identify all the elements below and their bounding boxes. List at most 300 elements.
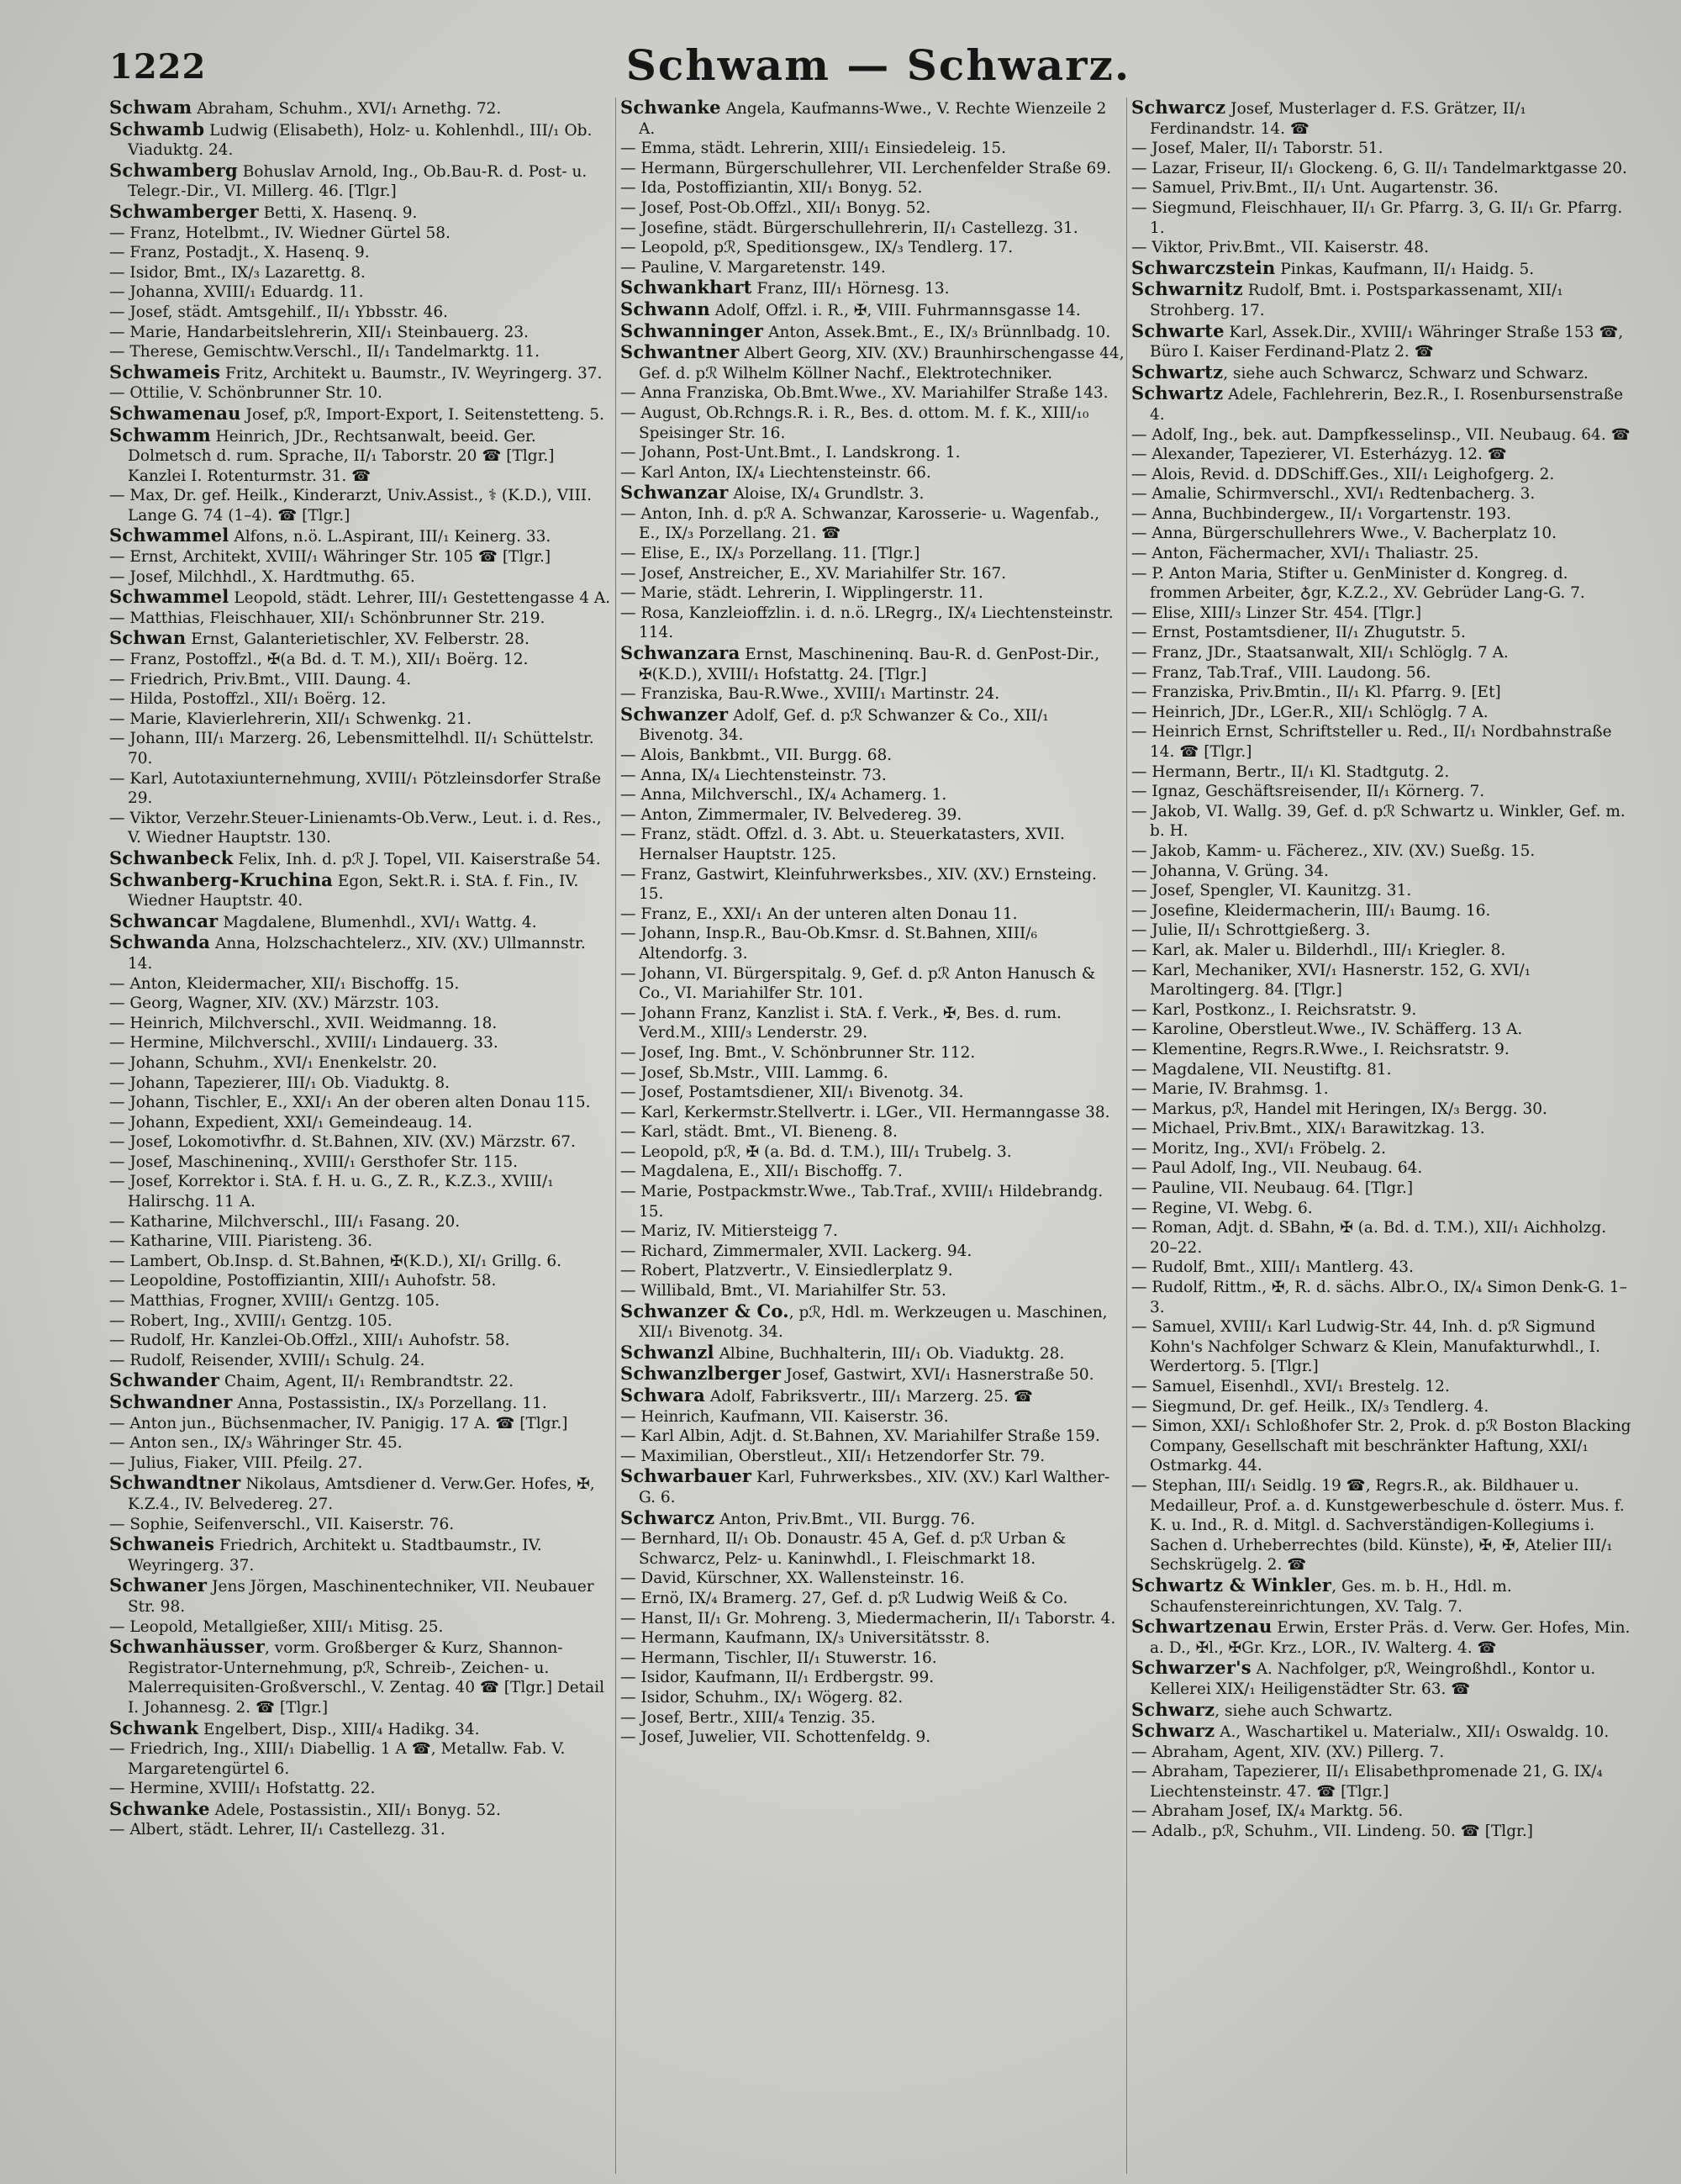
directory-entry: [1131, 901, 1636, 921]
directory-entry: [109, 1473, 614, 1514]
entry-details: — Josef, Maschineninq., XVIII/₁ Gersthofer Str. 115.: [109, 1153, 519, 1171]
directory-entry: [109, 1113, 614, 1133]
entry-details: Leopold, städt. Lehrer, III/₁ Gestettengasse 4 A.: [229, 589, 611, 608]
directory-entry: [620, 1063, 1125, 1084]
entry-details: — Mariz, IV. Mitiersteigg 7.: [620, 1222, 838, 1241]
entry-details: — Hilda, Postoffzl., XII/₁ Boërg. 12.: [109, 690, 387, 709]
entry-details: — Anton jun., Büchsenmacher, IV. Panigig. 17 A. ☎ [Tlgr.]: [109, 1414, 568, 1432]
entry-details: Adolf, Fabriksvertr., III/₁ Marzerg. 25. ☎: [704, 1388, 1033, 1406]
entry-details: Josef, Musterlager d. F.S. Grätzer, II/₁ Ferdinandstr. 14. ☎: [1150, 100, 1526, 138]
entry-details: — Siegmund, Dr. gef. Heilk., IX/₃ Tendlerg. 4.: [1131, 1397, 1489, 1416]
entry-details: Angela, Kaufmanns-Wwe., V. Rechte Wienzeile 2 A.: [639, 100, 1107, 138]
entry-details: — Marie, städt. Lehrerin, I. Wipplingerstr. 11.: [620, 584, 983, 603]
directory-entry: [620, 643, 1125, 684]
entry-details: — Rudolf, Rittm., ✠, R. d. sächs. Albr.O., IX/₄ Simon Denk-G. 1–3.: [1131, 1279, 1627, 1316]
entry-surname: Schwarz: [1131, 1720, 1215, 1742]
directory-entry: [620, 1182, 1125, 1221]
entry-details: — Pauline, V. Margaretenstr. 149.: [620, 258, 886, 277]
name-range-title: Schwam — Schwarz.: [625, 40, 1131, 90]
directory-entry: [620, 1343, 1125, 1364]
entry-details: — Roman, Adjt. d. SBahn, ✠ (a. Bd. d. T.M.), XII/₁ Aichholzg. 20–22.: [1131, 1219, 1607, 1257]
entry-details: — Josef, Postamtsdiener, XII/₁ Bivenotg. 34.: [620, 1084, 964, 1102]
directory-entry: [1131, 1060, 1636, 1080]
entry-details: — Markus, pℛ, Handel mit Heringen, IX/₃ Bergg. 30.: [1131, 1100, 1547, 1118]
entry-surname: Schwarczstein: [1131, 256, 1276, 278]
entry-surname: Schwartz: [1131, 361, 1224, 382]
entry-details: Fritz, Architekt u. Baumstr., IV. Weyringerg. 37.: [220, 364, 603, 382]
entry-details: Adolf, Gef. d. pℛ Schwanzer & Co., XII/₁ Bivenotg. 34.: [639, 706, 1049, 745]
column-middle: [620, 98, 1125, 2174]
entry-details: Erwin, Erster Präs. d. Verw. Ger. Hofes, Min. a. D., ✠l., ✠Gr. Krz., LOR., IV. Walterg. 4. ☎: [1150, 1619, 1631, 1657]
directory-entry: [109, 303, 614, 323]
directory-entry: [1131, 1743, 1636, 1763]
entry-details: — Sophie, Seifenverschl., VII. Kaiserstr. 76.: [109, 1515, 455, 1533]
directory-entry: [1131, 1822, 1636, 1842]
column-right: [1131, 98, 1636, 2174]
entry-details: — Heinrich, JDr., LGer.R., XII/₁ Schlöglg. 7 A.: [1131, 703, 1489, 721]
directory-entry: [1131, 1700, 1636, 1722]
entry-details: — Josef, Lokomotivfhr. d. St.Bahnen, XIV. (XV.) Märzstr. 67.: [109, 1133, 576, 1152]
entry-details: — Friedrich, Ing., XIII/₁ Diabellig. 1 A ☎, Metallw. Fab. V. Margaretengürtel 6.: [109, 1740, 566, 1778]
directory-entry: [109, 1351, 614, 1371]
entry-details: — Heinrich, Milchverschl., XVII. Weidmanng. 18.: [109, 1014, 498, 1032]
directory-entry: [109, 729, 614, 768]
directory-entry: [1131, 1377, 1636, 1397]
entry-details: — Franz, E., XXI/₁ An der unteren alten Donau 11.: [620, 905, 1018, 923]
entry-details: Adele, Fachlehrerin, Bez.R., I. Rosenbursenstraße 4.: [1150, 386, 1624, 424]
entry-details: Heinrich, JDr., Rechtsanwalt, beeid. Ger. Dolmetsch d. rum. Sprache, II/₁ Taborstr. 20 ☎ [Tlgr.] Kanzlei I. Rotenturmstr. 31. ☎: [128, 427, 555, 485]
entry-surname: Schwarte: [1131, 319, 1225, 341]
directory-entry: [1131, 703, 1636, 723]
entry-details: — Anna, Milchverschl., IX/₄ Achamerg. 1.: [620, 786, 947, 804]
directory-entry: [1131, 238, 1636, 258]
directory-entry: [109, 769, 614, 809]
entry-details: Anna, Holzschachtelerz., XIV. (XV.) Ullmannstr. 14.: [128, 935, 586, 973]
directory-entry: [1131, 941, 1636, 961]
directory-entry: [109, 1820, 614, 1840]
entry-surname: Schwarz: [1131, 1698, 1215, 1720]
directory-entry: [620, 1122, 1125, 1142]
directory-entry: [1131, 139, 1636, 159]
entry-surname: Schwanberg-Kruchina: [109, 868, 333, 890]
directory-entry: [620, 785, 1125, 805]
entry-details: — Karl, Mechaniker, XVI/₁ Hasnerstr. 152, G. XVI/₁ Maroltingerg. 84. [Tlgr.]: [1131, 961, 1531, 1000]
directory-entry: [1131, 1617, 1636, 1658]
directory-entry: [109, 425, 614, 487]
entry-details: — Anna Franziska, Ob.Bmt.Wwe., XV. Mariahilfer Straße 143.: [620, 384, 1109, 403]
directory-entry: [620, 564, 1125, 584]
entry-details: — Hermine, XVIII/₁ Hofstattg. 22.: [109, 1780, 376, 1798]
entry-details: — Katharine, VIII. Piaristeng. 36.: [109, 1232, 373, 1251]
directory-entry: [620, 198, 1125, 219]
directory-entry: [1131, 383, 1636, 425]
entry-details: — Stephan, III/₁ Seidlg. 19 ☎, Regrs.R., ak. Bildhauer u. Medailleur, Prof. a. d. Kunstgewerbeschule d. österr. Mus. f. K. u. Ind., R. d. Mitgl. d. Sachverständigen-Kollegiums i. Sachen d. Urheberrechtes (bild. Künste), ✠, ✠, Atelier III/₁ Sechskrügelg. 2. ☎: [1131, 1476, 1625, 1575]
entry-details: — Hermann, Kaufmann, IX/₃ Universitätsstr. 8.: [620, 1629, 990, 1648]
directory-entry: [620, 1043, 1125, 1063]
entry-details: Pinkas, Kaufmann, II/₁ Haidg. 5.: [1275, 260, 1535, 278]
directory-entry: [109, 650, 614, 670]
entry-details: — Ottilie, V. Schönbrunner Str. 10.: [109, 384, 382, 403]
entry-surname: Schwartz: [1131, 382, 1224, 404]
entry-details: — Elise, E., IX/₃ Porzellang. 11. [Tlgr.]: [620, 545, 920, 563]
entry-details: , vorm. Großberger & Kurz, Shannon-Registrator-Unternehmung, pℛ, Schreib-, Zeichen- u. Malerrequisiten-Großverschl., V. Zentag. 40 ☎ [Tlgr.] Detail I. Johannesg. 2. ☎ [Tlgr.]: [128, 1639, 604, 1717]
entry-surname: Schwaner: [109, 1575, 208, 1596]
entry-details: , Ges. m. b. H., Hdl. m. Schaufenstereinrichtungen, XV. Talg. 7.: [1150, 1577, 1512, 1616]
directory-entry: [109, 1033, 614, 1053]
entry-details: — Josefine, Kleidermacherin, III/₁ Baumg. 16.: [1131, 901, 1491, 920]
entry-details: Bohuslav Arnold, Ing., Ob.Bau-R. d. Post- u. Telegr.-Dir., VI. Millerg. 46. [Tlgr.]: [128, 162, 588, 201]
directory-entry: [620, 219, 1125, 239]
entry-surname: Schwamberg: [109, 159, 238, 181]
entry-details: — Alexander, Tapezierer, VI. Esterházyg. 12. ☎: [1131, 446, 1507, 464]
entry-details: — Alois, Revid. d. DDSchiff.Ges., XII/₁ Leighofgerg. 2.: [1131, 465, 1555, 483]
entry-details: — Isidor, Bmt., IX/₃ Lazarettg. 8.: [109, 263, 366, 282]
entry-surname: Schwamberger: [109, 200, 259, 222]
entry-details: — Pauline, VII. Neubaug. 64. [Tlgr.]: [1131, 1179, 1414, 1198]
directory-entry: [109, 1779, 614, 1799]
directory-entry: [620, 1242, 1125, 1262]
directory-entry: [109, 362, 614, 384]
entry-details: — Josef, Ing. Bmt., V. Schönbrunner Str. 112.: [620, 1043, 976, 1062]
entry-details: — Robert, Platzvertr., V. Einsiedlerplatz 9.: [620, 1262, 953, 1280]
directory-entry: [109, 1053, 614, 1074]
directory-entry: [620, 1281, 1125, 1301]
directory-entry: [620, 766, 1125, 786]
directory-entry: [620, 178, 1125, 198]
directory-entry: [1131, 321, 1636, 362]
page-number: 1222: [109, 47, 207, 87]
entry-details: — Leopoldine, Postoffiziantin, XIII/₁ Auhofstr. 58.: [109, 1272, 497, 1290]
directory-entry: [620, 865, 1125, 905]
directory-entry: [1131, 1762, 1636, 1802]
directory-entry: [1131, 1139, 1636, 1159]
directory-entry: [1131, 1258, 1636, 1278]
entry-surname: Schwandner: [109, 1391, 233, 1412]
entry-details: — Rudolf, Bmt., XIII/₁ Mantlerg. 43.: [1131, 1258, 1414, 1277]
entry-details: — Ignaz, Geschäftsreisender, II/₁ Körnerg. 7.: [1131, 783, 1485, 801]
entry-details: Karl, Fuhrwerksbes., XIV. (XV.) Karl Walther-G. 6.: [639, 1469, 1110, 1506]
directory-entry: [1131, 544, 1636, 564]
entry-details: — Josef, Anstreicher, E., XV. Mariahilfer Str. 167.: [620, 564, 1007, 583]
directory-entry: [109, 263, 614, 283]
directory-entry: [1131, 425, 1636, 446]
entry-surname: Schwamenau: [109, 402, 241, 424]
entry-details: — Franz, Postadjt., X. Hasenq. 9.: [109, 244, 370, 262]
entry-details: — Johanna, V. Grüng. 34.: [1131, 862, 1329, 880]
entry-details: Anna, Postassistin., IX/₃ Porzellang. 11.: [232, 1395, 547, 1412]
directory-entry: [620, 805, 1125, 826]
entry-details: — Bernhard, II/₁ Ob. Donaustr. 45 A, Gef. d. pℛ Urban & Schwarcz, Pelz- u. Kaninwhdl., I. Fleischmarkt 18.: [620, 1530, 1067, 1568]
entry-surname: Schwaneis: [109, 1533, 215, 1555]
entry-details: — Abraham, Agent, XIV. (XV.) Pillerg. 7.: [1131, 1743, 1445, 1761]
entry-details: — Isidor, Schuhm., IX/₁ Wögerg. 82.: [620, 1688, 904, 1707]
entry-surname: Schwammel: [109, 586, 229, 608]
entry-details: — Josef, Bertr., XIII/₄ Tenzig. 35.: [620, 1708, 876, 1727]
directory-entry: [620, 1162, 1125, 1182]
directory-entry: [620, 1407, 1125, 1427]
entry-details: Abraham, Schuhm., XVI/₁ Arnethg. 72.: [192, 100, 502, 118]
entry-details: Ludwig (Elisabeth), Holz- u. Kohlenhdl., III/₁ Ob. Viaduktg. 24.: [128, 121, 593, 160]
entry-details: — Isidor, Kaufmann, II/₁ Erdbergstr. 99.: [620, 1669, 935, 1687]
entry-details: — Matthias, Frogner, XVIII/₁ Gentzg. 105.: [109, 1292, 440, 1311]
directory-entry: [109, 224, 614, 244]
entry-details: — Lazar, Friseur, II/₁ Glockeng. 6, G. II/₁ Tandelmarktgasse 20.: [1131, 159, 1627, 177]
entry-details: — Jakob, VI. Wallg. 39, Gef. d. pℛ Schwartz u. Winkler, Gef. m. b. H.: [1131, 802, 1626, 841]
directory-entry: [109, 587, 614, 609]
directory-entry: [620, 746, 1125, 766]
entry-surname: Schwarnitz: [1131, 278, 1243, 300]
entry-details: — Franziska, Bau-R.Wwe., XVIII/₁ Martinstr. 24.: [620, 685, 1000, 704]
directory-entry: [109, 1311, 614, 1332]
directory-entry: [109, 670, 614, 690]
entry-details: — Franz, Gastwirt, Kleinfuhrwerksbes., XIV. (XV.) Ernsteing. 15.: [620, 865, 1097, 904]
entry-surname: Schwanzara: [620, 642, 740, 664]
entry-details: — Johann, Expedient, XXI/₁ Gemeindeaug. 14.: [109, 1113, 473, 1132]
directory-entry: [1131, 921, 1636, 941]
entry-details: — Anna, IX/₄ Liechtensteinstr. 73.: [620, 766, 887, 784]
directory-entry: [1131, 465, 1636, 485]
directory-entry: [109, 1271, 614, 1291]
entry-details: — Karl Albin, Adjt. d. St.Bahnen, XV. Mariahilfer Straße 159.: [620, 1427, 1100, 1446]
directory-entry: [620, 483, 1125, 504]
entry-surname: Schwameis: [109, 361, 221, 382]
directory-entry: [109, 911, 614, 933]
directory-entry: [109, 1232, 614, 1252]
directory-entry: [109, 1172, 614, 1211]
entry-surname: Schwam: [109, 98, 192, 118]
entry-details: — Georg, Wagner, XIV. (XV.) Märzstr. 103.: [109, 994, 440, 1013]
entry-details: — David, Kürschner, XX. Wallensteinstr. 16.: [620, 1569, 965, 1588]
directory-entry: [620, 1708, 1125, 1728]
entry-details: — Anton, Kleidermacher, XII/₁ Bischoffg. 15.: [109, 974, 460, 993]
entry-details: — Anton sen., IX/₃ Währinger Str. 45.: [109, 1434, 403, 1453]
entry-surname: Schwarbauer: [620, 1465, 752, 1487]
directory-entry: [109, 1453, 614, 1474]
entry-details: — Franz, städt. Offzl. d. 3. Abt. u. Steuerkatasters, XVII. Hernalser Hauptstr. 125.: [620, 826, 1065, 863]
entry-details: A., Waschartikel u. Materialw., XII/₁ Oswaldg. 10.: [1215, 1723, 1610, 1742]
entry-details: — Karl, Autotaxiunternehmung, XVIII/₁ Pötzleinsdorfer Straße 29.: [109, 769, 602, 808]
entry-details: — Karl, Kerkermstr.Stellvertr. i. LGer., VII. Hermanngasse 38.: [620, 1103, 1110, 1121]
directory-entry: [620, 1628, 1125, 1649]
directory-entry: [1131, 841, 1636, 862]
entry-details: — Anton, Fächermacher, XVI/₁ Thaliastr. 25.: [1131, 545, 1479, 563]
directory-entry: [109, 282, 614, 303]
entry-details: — Emma, städt. Lehrerin, XIII/₁ Einsiedeleig. 15.: [620, 140, 1007, 158]
directory-entry: [620, 583, 1125, 604]
entry-details: — Max, Dr. gef. Heilk., Kinderarzt, Univ.Assist., ⚕ (K.D.), VIII. Lange G. 74 (1–4). ☎ [Tlgr.]: [109, 487, 592, 525]
directory-entry: [109, 567, 614, 588]
directory-entry: [620, 684, 1125, 704]
directory-entry: [620, 258, 1125, 278]
directory-entry: [109, 119, 614, 161]
entry-details: — Adalb., pℛ, Schuhm., VII. Lindeng. 50. ☎ [Tlgr.]: [1131, 1823, 1533, 1841]
directory-entry: [1131, 504, 1636, 525]
entry-details: — Johann, VI. Bürgerspitalg. 9, Gef. d. pℛ Anton Hanusch & Co., VI. Mariahilfer Str. 101.: [620, 964, 1096, 1003]
entry-details: Magdalene, Blumenhdl., XVI/₁ Wattg. 4.: [218, 913, 537, 931]
directory-entry: [620, 924, 1125, 963]
directory-entry: [1131, 1119, 1636, 1139]
entry-details: Betti, X. Hasenq. 9.: [258, 203, 418, 222]
entry-details: Felix, Inh. d. pℛ J. Topel, VII. Kaiserstraße 54.: [233, 850, 601, 868]
entry-surname: Schwarcz: [1131, 98, 1226, 118]
directory-entry: [620, 238, 1125, 258]
entry-surname: Schwara: [620, 1385, 705, 1406]
entry-details: — Rudolf, Hr. Kanzlei-Ob.Offzl., XIII/₁ Auhofstr. 58.: [109, 1332, 510, 1350]
entry-details: — Josefine, städt. Bürgerschullehrerin, II/₁ Castellezg. 31.: [620, 219, 1078, 237]
directory-entry: [620, 342, 1125, 383]
entry-details: Josef, Gastwirt, XVI/₁ Hasnerstraße 50.: [781, 1366, 1094, 1385]
directory-entry: [109, 98, 614, 119]
directory-entry: [109, 1799, 614, 1821]
directory-entry: [109, 609, 614, 629]
directory-entry: [1131, 524, 1636, 544]
entry-details: — Johann, Tischler, E., XXI/₁ An der oberen alten Donau 115.: [109, 1094, 591, 1112]
directory-entry: [109, 161, 614, 202]
entry-details: — Johann, Post-Unt.Bmt., I. Landskrong. 1.: [620, 444, 961, 462]
entry-details: — Paul Adolf, Ing., VII. Neubaug. 64.: [1131, 1159, 1423, 1178]
directory-entry: [620, 704, 1125, 746]
entry-details: Karl, Assek.Dir., XVIII/₁ Währinger Straße 153 ☎, Büro I. Kaiser Ferdinand-Platz 2. ☎: [1150, 323, 1624, 361]
directory-entry: [109, 1252, 614, 1272]
directory-entry: [1131, 1218, 1636, 1258]
entry-details: Franz, III/₁ Hörnesg. 13.: [751, 280, 950, 298]
entry-surname: Schwammel: [109, 525, 229, 546]
directory-entry: [620, 404, 1125, 443]
directory-entry: [620, 1508, 1125, 1530]
entry-details: — Josef, Sb.Mstr., VIII. Lammg. 6.: [620, 1063, 888, 1082]
entry-surname: Schwann: [620, 298, 710, 319]
directory-entry: [620, 1083, 1125, 1103]
entry-details: Engelbert, Disp., XIII/₄ Hadikg. 34.: [198, 1720, 480, 1738]
directory-entry: [620, 463, 1125, 483]
directory-entry: [109, 1014, 614, 1034]
directory-entry: [1131, 1000, 1636, 1021]
entry-details: Alfons, n.ö. L.Aspirant, III/₁ Keinerg. 33.: [229, 528, 551, 546]
directory-entry: [109, 342, 614, 362]
directory-entry: [109, 1515, 614, 1535]
directory-entry: [109, 383, 614, 404]
directory-entry: [109, 1637, 614, 1717]
entry-details: — Franz, Tab.Traf., VIII. Laudong. 56.: [1131, 663, 1431, 682]
directory-entry: [1131, 1179, 1636, 1199]
directory-entry: [109, 628, 614, 650]
directory-entry: [109, 202, 614, 224]
directory-entry: [620, 1589, 1125, 1609]
directory-entry: [109, 1212, 614, 1232]
directory-entry: [1131, 663, 1636, 683]
directory-entry: [1131, 159, 1636, 179]
entry-details: — Ernst, Postamtsdiener, II/₁ Zhugutstr. 5.: [1131, 624, 1466, 642]
entry-details: — Lambert, Ob.Insp. d. St.Bahnen, ✠(K.D.), XI/₁ Grillg. 6.: [109, 1252, 562, 1270]
entry-details: — Leopold, pℛ, Speditionsgew., IX/₃ Tendlerg. 17.: [620, 239, 1014, 257]
directory-entry: [620, 1385, 1125, 1407]
column-divider: [615, 98, 616, 2174]
entry-details: — Therese, Gemischtw.Verschl., II/₁ Tandelmarktg. 11.: [109, 343, 540, 361]
directory-entry: [1131, 1476, 1636, 1575]
directory-entry: [109, 870, 614, 911]
directory-entry: [1131, 1575, 1636, 1617]
entry-details: — Anna, Buchbindergew., II/₁ Vorgartenstr. 193.: [1131, 504, 1512, 523]
directory-entry: [1131, 604, 1636, 624]
directory-entry: [620, 1301, 1125, 1343]
directory-entry: [1131, 782, 1636, 802]
directory-entry: [1131, 1020, 1636, 1040]
entry-surname: Schwantner: [620, 341, 740, 363]
entry-details: — Leopold, pℛ, ✠ (a. Bd. d. T.M.), III/₁ Trubelg. 3.: [620, 1142, 1012, 1161]
entry-details: , siehe auch Schwarcz, Schwarz und Schwarz.: [1223, 364, 1589, 382]
entry-details: — Karl, ak. Maler u. Bilderhdl., III/₁ Kriegler. 8.: [1131, 941, 1506, 959]
directory-entry: [620, 1221, 1125, 1242]
entry-details: Albine, Buchhalterin, III/₁ Ob. Viaduktg. 28.: [714, 1344, 1065, 1363]
directory-entry: [1131, 1199, 1636, 1219]
directory-entry: [1131, 1158, 1636, 1179]
directory-entry: [1131, 762, 1636, 783]
entry-details: — Josef, Juwelier, VII. Schottenfeldg. 9.: [620, 1728, 931, 1747]
entry-surname: Schwanzer: [620, 703, 729, 725]
entry-details: — Siegmund, Fleischhauer, II/₁ Gr. Pfarrg. 3, G. II/₁ Gr. Pfarrg. 1.: [1131, 198, 1623, 237]
entry-details: — Johanna, XVIII/₁ Eduardg. 11.: [109, 283, 364, 302]
entry-details: — Josef, Spengler, VI. Kaunitzg. 31.: [1131, 882, 1412, 900]
entry-details: — Franz, Postoffzl., ✠(a Bd. d. T. M.), XII/₁ Boërg. 12.: [109, 651, 529, 669]
directory-entry: [620, 1569, 1125, 1589]
entry-surname: Schwanninger: [620, 319, 764, 341]
directory-entry: [109, 1392, 614, 1414]
entry-details: — Viktor, Verzehr.Steuer-Linienamts-Ob.Verw., Leut. i. d. Res., V. Wiedner Hauptstr. 130.: [109, 809, 602, 847]
entry-details: — Samuel, XVIII/₁ Karl Ludwig-Str. 44, Inh. d. pℛ Sigmund Kohn's Nachfolger Schwarz & Klein, Manufakturwhdl., I. Werdertorg. 5. [Tlgr.]: [1131, 1318, 1600, 1376]
entry-surname: Schwanzar: [620, 482, 729, 504]
directory-entry: [109, 1433, 614, 1453]
entry-details: — Karl, städt. Bmt., VI. Bieneng. 8.: [620, 1123, 898, 1142]
directory-entry: [109, 809, 614, 848]
directory-entry: [620, 1529, 1125, 1569]
entry-details: Albert Georg, XIV. (XV.) Braunhirschengasse 44, Gef. d. pℛ Wilhelm Köllner Nachf., Elektrotechniker.: [639, 345, 1125, 382]
directory-entry: [620, 905, 1125, 925]
directory-entry: [620, 544, 1125, 564]
entry-details: — Johann, Insp.R., Bau-Ob.Kmsr. d. St.Bahnen, XIII/₆ Altendorfg. 3.: [620, 925, 1038, 963]
entry-details: Nikolaus, Amtsdiener d. Verw.Ger. Hofes, ✠, K.Z.4., IV. Belvedereg. 27.: [128, 1475, 595, 1513]
directory-entry: [1131, 1278, 1636, 1317]
entry-details: — Samuel, Eisenhdl., XVI/₁ Brestelg. 12.: [1131, 1378, 1450, 1395]
directory-entry: [620, 277, 1125, 299]
entry-details: — Johann, Tapezierer, III/₁ Ob. Viaduktg. 8.: [109, 1074, 451, 1092]
entry-details: A. Nachfolger, pℛ, Weingroßhdl., Kontor u. Kellerei XIX/₁ Heiligenstädter Str. 63. ☎: [1150, 1660, 1596, 1698]
entry-details: — Johann, III/₁ Marzerg. 26, Lebensmittelhdl. II/₁ Schüttelstr. 70.: [109, 730, 594, 768]
directory-entry: [620, 1364, 1125, 1385]
directory-entry: [620, 1004, 1125, 1043]
entry-details: — Johann, Schuhm., XVI/₁ Enenkelstr. 20.: [109, 1053, 438, 1072]
directory-entry: [1131, 1100, 1636, 1120]
entry-details: Anton, Priv.Bmt., VII. Burgg. 76.: [714, 1510, 976, 1528]
entry-details: Aloise, IX/₄ Grundlstr. 3.: [728, 485, 925, 504]
entry-details: Ernst, Galanterietischler, XV. Felberstr. 28.: [186, 630, 530, 649]
directory-entry: [620, 825, 1125, 864]
directory-entry: [620, 1688, 1125, 1708]
entry-details: — Abraham Josef, IX/₄ Marktg. 56.: [1131, 1802, 1404, 1821]
directory-entry: [1131, 683, 1636, 703]
column-divider: [1126, 98, 1127, 2174]
entry-details: — Julie, II/₁ Schrottgießerg. 3.: [1131, 921, 1371, 940]
entry-details: Egon, Sekt.R. i. StA. f. Fin., IV. Wiedner Hauptstr. 40.: [128, 872, 579, 910]
entry-surname: Schwandtner: [109, 1472, 241, 1494]
entry-details: — Willibald, Bmt., VI. Mariahilfer Str. 53.: [620, 1282, 946, 1300]
entry-details: — Josef, Korrektor i. StA. f. H. u. G., Z. R., K.Z.3., XVIII/₁ Halirschg. 11 A.: [109, 1173, 554, 1211]
entry-surname: Schwanbeck: [109, 847, 234, 868]
entry-surname: Schwamb: [109, 118, 205, 140]
entry-details: — Michael, Priv.Bmt., XIX/₁ Barawitzkag. 13.: [1131, 1120, 1485, 1138]
entry-details: — Karoline, Oberstleut.Wwe., IV. Schäfferg. 13 A.: [1131, 1021, 1523, 1039]
entry-surname: Schwander: [109, 1369, 220, 1391]
entry-details: — Maximilian, Oberstleut., XII/₁ Hetzendorfer Str. 79.: [620, 1447, 1046, 1465]
